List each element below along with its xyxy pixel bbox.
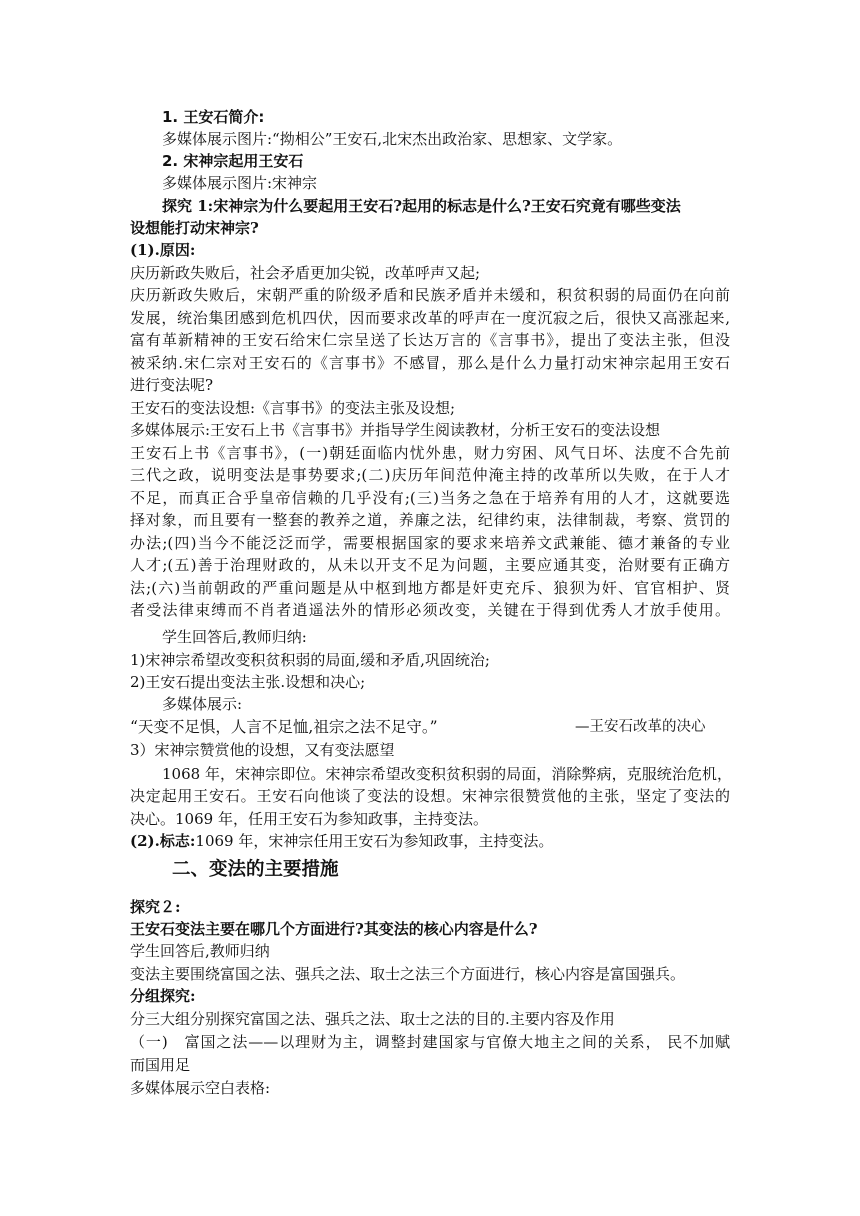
group-inquiry-label: 分组探究: [130, 987, 196, 1005]
sign-line [130, 830, 730, 852]
sign-heading: (2).标志: [130, 832, 196, 850]
reason-line: 者受法律束缚而不肖者逍遥法外的情形必须改变，关键在于得到优秀人才放手使用。 [130, 601, 730, 619]
reason-line: 不足，而真正合乎皇帝信赖的几乎没有;(三)当务之急在于培养有用的人才，这就要选 [130, 489, 730, 507]
reason-line: 择对象，而且要有一整套的教养之道，养廉之法，纪律约束，法律制裁，考察、赏罚的 [130, 511, 730, 529]
reason-line: 庆历新政失败后，社会矛盾更加尖锐，改革呼声又起; [130, 264, 481, 282]
quote-text: “天变不足惧，人言不足恤,祖宗之法不足守。” [130, 718, 438, 736]
reason-line: 人才;(五)善于治理财政的，从未以开支不足为问题，主要应通其变，治财要有正确方 [130, 556, 730, 574]
appointment-paragraph-line: 决心。1069 年，任用王安石为参知政事，主持变法。 [130, 810, 488, 828]
reason-line: 庆历新政失败后，宋朝严重的阶级矛盾和民族矛盾并未缓和，积贫积弱的局面仍在向前 [130, 286, 730, 304]
heading-shenzong-appoints: 2. 宋神宗起用王安石 [162, 152, 304, 170]
media-label: 多媒体展示: [162, 695, 243, 713]
summary-point-1: 1)宋神宗希望改变积贫积弱的局面,缓和矛盾,巩固统治; [130, 651, 490, 669]
appointment-paragraph-line: 决定起用王安石。王安石向他谈了变法的设想。宋神宗很赞赏他的主张，坚定了变法的 [130, 787, 730, 805]
reason-line: 富有革新精神的王安石给宋仁宗呈送了长达万言的《言事书》，提出了变法主张，但没 [130, 331, 730, 349]
answer-text: 变法主要围绕富国之法、强兵之法、取士之法三个方面进行，核心内容是富国强兵。 [130, 965, 686, 983]
reason-line: 三代之政，说明变法是事势要求;(二)庆历年间范仲淹主持的改革所以失败，在于人才 [130, 466, 730, 484]
summary-intro: 学生回答后,教师归纳: [162, 628, 307, 646]
inquiry2-label: 探究２: [130, 898, 181, 916]
inquiry1-line1: 探究 1:宋神宗为什么要起用王安石?起用的标志是什么?王安石究竟有哪些变法 [162, 197, 681, 215]
quote-source: —王安石改革的决心 [575, 719, 706, 735]
fuguo-law-line1: （一) 富国之法——以理财为主，调整封建国家与官僚大地主之间的关系， 民不加赋 [130, 1033, 730, 1051]
wang-anshi-quote [130, 716, 730, 738]
reason-line: 王安石上书《言事书》，(一)朝廷面临内忧外患，财力穷困、风气日坏、法度不合先前 [130, 444, 730, 462]
heading-wang-anshi-intro: 1. 王安石简介: [162, 108, 265, 126]
intro-media-text: 多媒体展示图片:“拗相公”王安石,北宋杰出政治家、思想家、文学家。 [162, 130, 623, 148]
section2-title: 二、变法的主要措施 [172, 859, 339, 880]
shenzong-media-text: 多媒体展示图片:宋神宗 [162, 174, 318, 192]
appointment-paragraph-line: 1068 年，宋神宗即位。宋神宗希望改变积贫积弱的局面，消除弊病，克服统治危机， [162, 765, 732, 783]
reason-line: 办法;(四)当今不能泛泛而学，需要根据国家的要求来培养文武兼能、德才兼备的专业 [130, 534, 730, 552]
inquiry1-line2: 设想能打动宋神宗? [130, 219, 259, 237]
inquiry2-question: 王安石变法主要在哪几个方面进行?其变法的核心内容是什么? [130, 920, 538, 938]
media-blank-table-label: 多媒体展示空白表格: [130, 1079, 271, 1097]
reason-line: 法;(六)当前朝政的严重问题是从中枢到地方都是奸吏充斥、狼狈为奸、官官相护、贤 [130, 579, 730, 597]
reason-line: 多媒体展示:王安石上书《言事书》并指导学生阅读教材，分析王安石的变法设想 [130, 421, 661, 439]
reason-line: 被采纳.宋仁宗对王安石的《言事书》不感冒，那么是什么力量打动宋神宗起用王安石 [130, 354, 730, 372]
summary-point-3: 3）宋神宗赞赏他的设想，又有变法愿望 [130, 741, 395, 759]
reason-line: 王安石的变法设想:《言事书》的变法主张及设想; [130, 399, 456, 417]
answer-intro: 学生回答后,教师归纳 [130, 942, 270, 960]
summary-point-2: 2)王安石提出变法主张.设想和决心; [130, 673, 366, 691]
reason-line: 发展，统治集团感到危机四伏，因而要求改革的呼声在一度沉寂之后，很快又高涨起来, [130, 309, 730, 327]
reason-heading: (1).原因: [130, 241, 196, 259]
group-inquiry-text: 分三大组分别探究富国之法、强兵之法、取士之法的目的.主要内容及作用 [130, 1010, 615, 1028]
reason-line: 进行变法呢? [130, 376, 214, 394]
sign-text: 1069 年，宋神宗任用王安石为参知政事，主持变法。 [195, 832, 554, 850]
fuguo-law-line2: 而国用足 [130, 1056, 191, 1074]
